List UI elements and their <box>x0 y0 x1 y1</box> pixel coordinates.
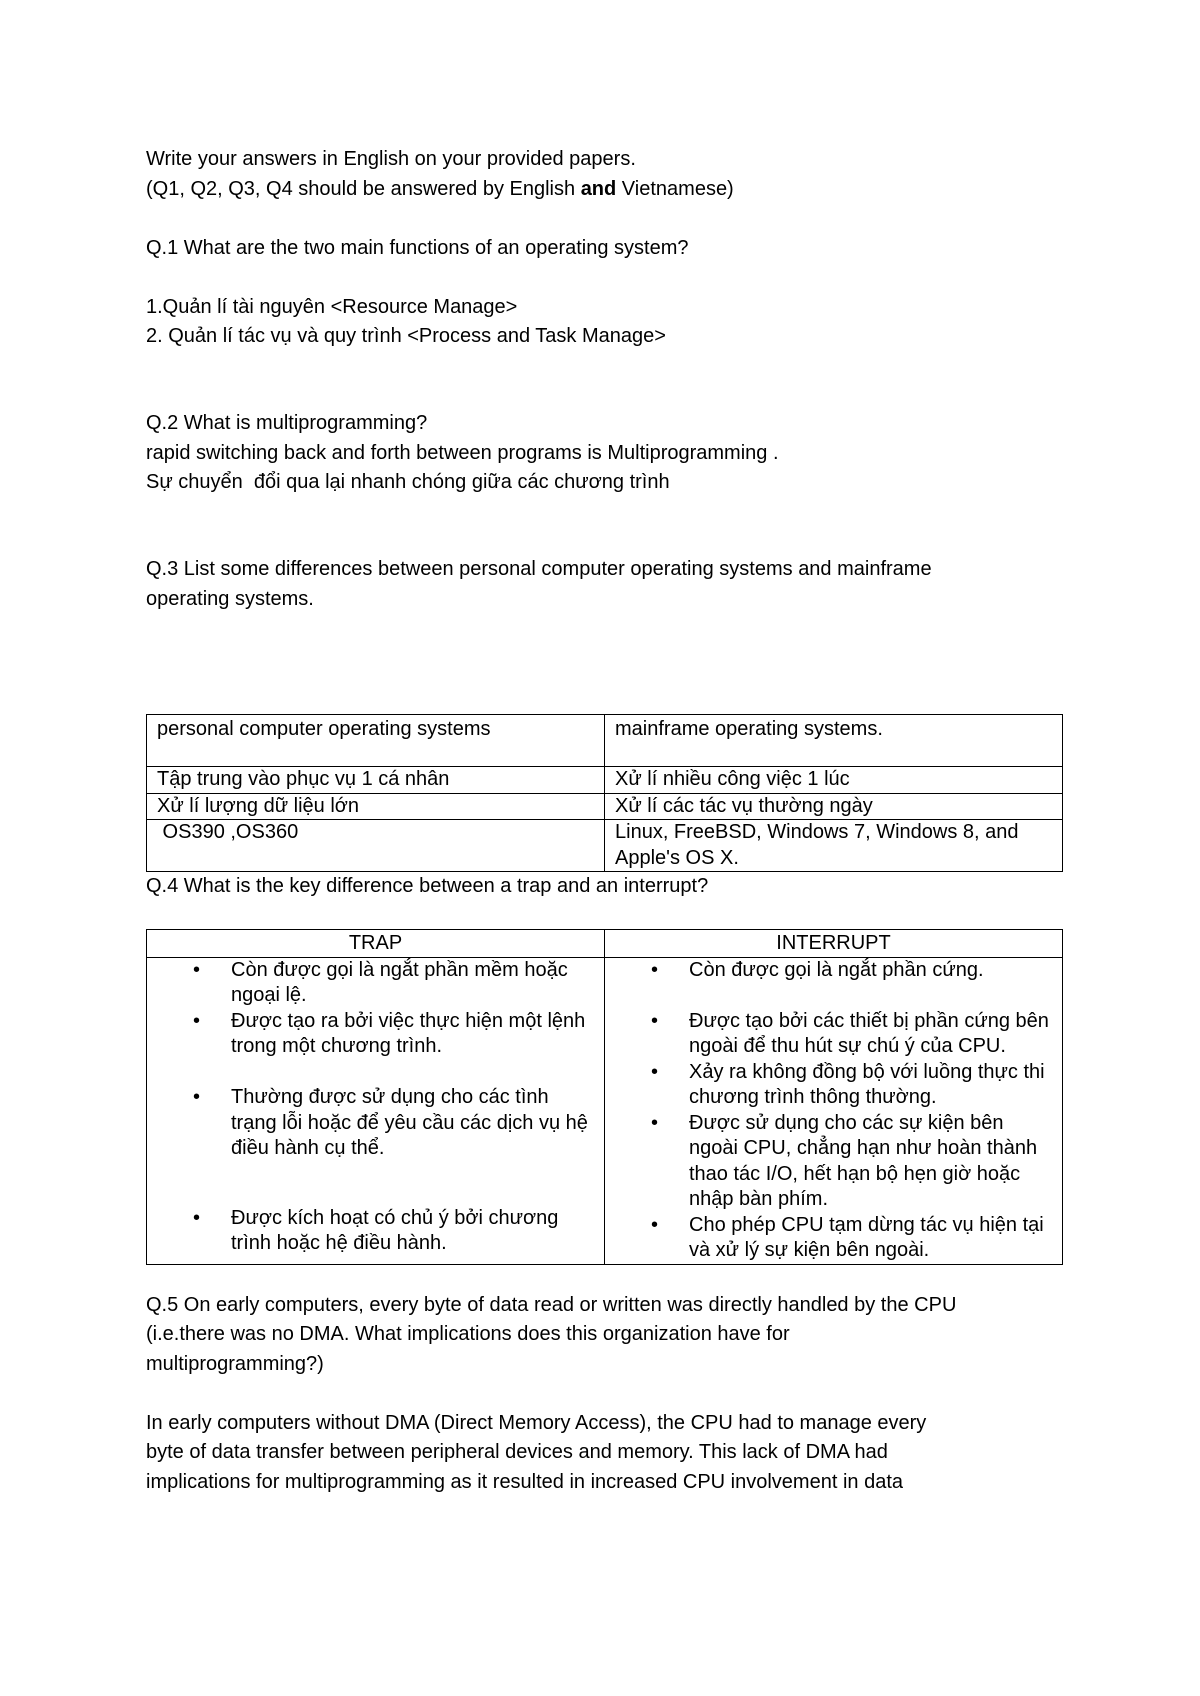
q4-table-header-trap: TRAP <box>147 929 605 957</box>
interrupt-list <box>605 958 1056 1264</box>
q4-trap-cell <box>147 957 605 1264</box>
list-item: • Còn được gọi là ngắt phần mềm hoặc ngoại lệ. <box>231 958 598 1009</box>
intro-line-2-bold: and <box>580 177 617 200</box>
table-cell: Linux, FreeBSD, Windows 7, Windows 8, and Apple's OS X. <box>605 820 1063 872</box>
q4-interrupt-cell <box>605 957 1063 1264</box>
q2-answer-en: rapid switching back and forth between programs is Multiprogramming . <box>146 441 779 464</box>
intro-line-2-post: Vietnamese) <box>616 177 734 200</box>
q4-table-body-row <box>147 957 1063 1264</box>
trap-list <box>147 958 598 1257</box>
list-item: • Được tạo ra bởi việc thực hiện một lệnh trong một chương trình. <box>231 1009 598 1060</box>
list-item: • Được sử dụng cho các sự kiện bên ngoài CPU, chẳng hạn như hoàn thành thao tác I/O, hết hạn bộ hẹn giờ hoặc nhập bàn phím. <box>689 1111 1056 1213</box>
q3-table-header-row <box>147 715 1063 767</box>
table-cell: Xử lí các tác vụ thường ngày <box>605 793 1063 820</box>
intro-line-1: Write your answers in English on your provided papers. <box>146 148 636 170</box>
q5-question-line-1: Q.5 On early computers, every byte of data read or written was directly handled by the CPU <box>146 1293 957 1316</box>
list-item: • Xảy ra không đồng bộ với luồng thực thi chương trình thông thường. <box>689 1060 1056 1111</box>
list-item: • Được tạo bởi các thiết bị phần cứng bên ngoài để thu hút sự chú ý của CPU. <box>689 1009 1056 1060</box>
list-item: • Còn được gọi là ngắt phần cứng. <box>689 958 1056 984</box>
q5-question-line-2: (i.e.there was no DMA. What implications does this organization have for <box>146 1323 790 1345</box>
q5-question-line-3: multiprogramming?) <box>146 1352 324 1375</box>
table-row <box>147 767 1063 794</box>
q3-table-header-mainframe: mainframe operating systems. <box>605 715 1063 767</box>
q5-answer-line-2: byte of data transfer between peripheral devices and memory. This lack of DMA had <box>146 1441 888 1463</box>
q4-question: Q.4 What is the key difference between a trap and an interrupt? <box>146 875 709 897</box>
table-cell: Xử lí lượng dữ liệu lớn <box>147 793 605 820</box>
table-cell: Xử lí nhiều công việc 1 lúc <box>605 767 1063 794</box>
intro-line-2-pre: (Q1, Q2, Q3, Q4 should be answered by English <box>146 177 581 200</box>
q1-question: Q.1 What are the two main functions of an operating system? <box>146 236 689 259</box>
q3-question-line-2: operating systems. <box>146 587 314 610</box>
q4-trap-interrupt-table <box>146 929 1063 1265</box>
q4-table-header-row <box>147 929 1063 957</box>
list-item: • Cho phép CPU tạm dừng tác vụ hiện tại và xử lý sự kiện bên ngoài. <box>689 1213 1056 1264</box>
q2-answer-vi: Sự chuyển đổi qua lại nhanh chóng giữa các chương trình <box>146 471 670 493</box>
intro-line-2 <box>146 175 1066 205</box>
q1-answer-1: 1.Quản lí tài nguyên <Resource Manage> <box>146 295 518 318</box>
table-row <box>147 793 1063 820</box>
table-cell: OS390 ,OS360 <box>147 820 605 872</box>
q3-question-line-1: Q.3 List some differences between personal computer operating systems and mainframe <box>146 558 932 580</box>
q1-answer-2: 2. Quản lí tác vụ và quy trình <Process and Task Manage> <box>146 325 666 347</box>
q5-answer-line-3: implications for multiprogramming as it resulted in increased CPU involvement in data <box>146 1470 903 1493</box>
q3-table-header-pc: personal computer operating systems <box>147 715 605 767</box>
list-item: • Được kích hoạt có chủ ý bởi chương trình hoặc hệ điều hành. <box>231 1206 598 1257</box>
q2-question: Q.2 What is multiprogramming? <box>146 412 428 434</box>
q4-table-header-interrupt: INTERRUPT <box>605 929 1063 957</box>
table-cell: Tập trung vào phục vụ 1 cá nhân <box>147 767 605 794</box>
q3-comparison-table <box>146 714 1063 872</box>
list-item: • Thường được sử dụng cho các tình trạng lỗi hoặc để yêu cầu các dịch vụ hệ điều hành cụ thể. <box>231 1085 598 1162</box>
document-page <box>146 145 1066 1497</box>
q5-answer-line-1: In early computers without DMA (Direct Memory Access), the CPU had to manage every <box>146 1411 927 1434</box>
table-row <box>147 820 1063 872</box>
